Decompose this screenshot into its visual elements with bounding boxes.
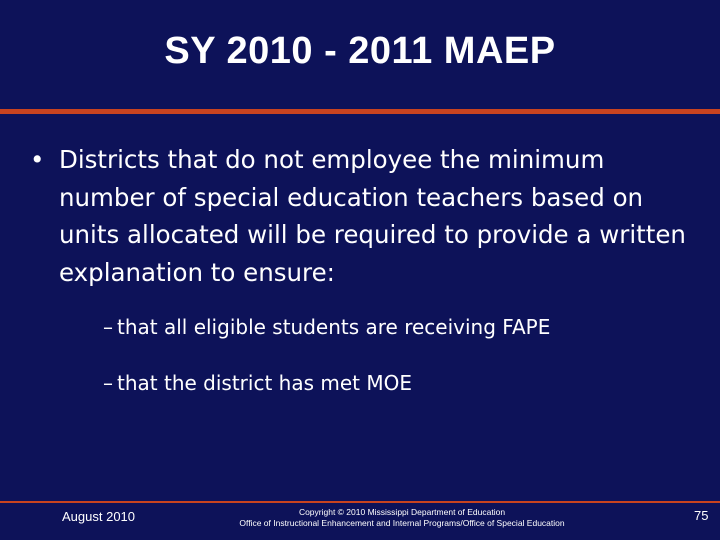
footer-divider (0, 501, 720, 503)
sub-bullet-marker: – (103, 371, 113, 395)
main-bullet (30, 141, 690, 291)
sub-bullet (103, 314, 550, 340)
copyright-line: Copyright © 2010 Mississippi Department of Education (298, 507, 506, 517)
slide-title: SY 2010 - 2011 MAEP (164, 30, 556, 72)
bullet-marker: • (30, 145, 45, 174)
title-divider (0, 109, 720, 114)
footer-copyright (190, 507, 614, 529)
office-line: Office of Instructional Enhancement and Internal Programs/Office of Special Education (239, 518, 565, 528)
sub-bullet-text: that all eligible students are receiving FAPE (117, 315, 551, 339)
sub-bullet (103, 370, 412, 396)
main-bullet-text: Districts that do not employee the minimum number of special education teachers based on units allocated will be required to provide a written explanation to ensure: (59, 145, 686, 287)
sub-bullet-text: that the district has met MOE (117, 371, 412, 395)
sub-bullet-marker: – (103, 315, 113, 339)
page-number: 75 (694, 508, 709, 523)
footer-date: August 2010 (62, 509, 136, 524)
